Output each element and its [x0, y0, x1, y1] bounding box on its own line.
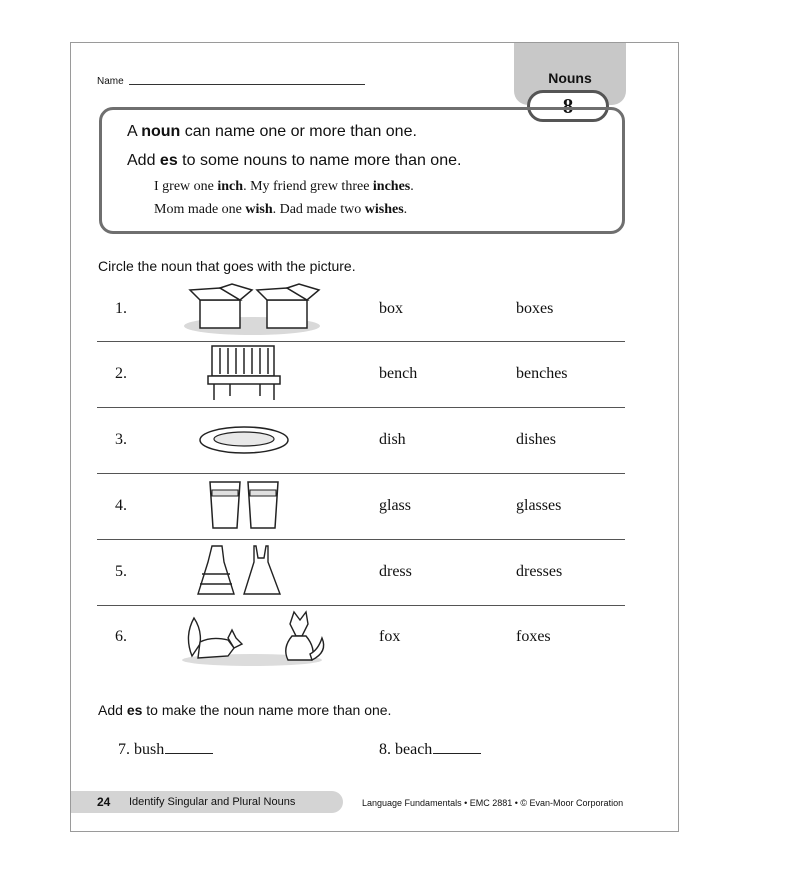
two-boxes-icon — [172, 278, 332, 336]
plural-choice[interactable]: boxes — [516, 300, 554, 317]
name-line — [129, 84, 365, 85]
question-7: 7. bush — [118, 739, 213, 759]
dish-icon — [172, 410, 332, 468]
plural-choice[interactable]: benches — [516, 365, 568, 382]
item-row — [97, 474, 625, 540]
singular-choice[interactable]: glass — [379, 497, 411, 514]
plural-choice[interactable]: foxes — [516, 628, 551, 645]
plural-choice[interactable]: dresses — [516, 563, 563, 580]
rule-line-1: A noun can name one or more than one. — [127, 123, 417, 140]
singular-choice[interactable]: dress — [379, 563, 412, 580]
singular-choice[interactable]: fox — [379, 628, 401, 645]
item-row — [97, 342, 625, 408]
publisher-credit: Language Fundamentals • EMC 2881 • © Evan-Moor Corporation — [362, 798, 624, 808]
example-2: Mom made one wish. Dad made two wishes. — [154, 202, 408, 217]
page-number: 24 — [97, 795, 111, 809]
skill-title: Identify Singular and Plural Nouns — [129, 796, 296, 808]
lesson-number: 8 — [527, 90, 609, 122]
plural-choice[interactable]: dishes — [516, 431, 556, 448]
answer-blank-7[interactable] — [165, 739, 213, 754]
item-number: 3. — [115, 431, 127, 448]
name-label: Name — [97, 76, 124, 87]
two-dresses-icon — [172, 542, 332, 600]
item-number: 2. — [115, 365, 127, 382]
singular-choice[interactable]: dish — [379, 431, 406, 448]
singular-choice[interactable]: box — [379, 300, 403, 317]
bench-icon — [172, 344, 332, 402]
item-row — [97, 540, 625, 606]
singular-choice[interactable]: bench — [379, 365, 418, 382]
two-glasses-icon — [172, 476, 332, 534]
item-number: 1. — [115, 300, 127, 317]
item-row — [97, 276, 625, 342]
plural-choice[interactable]: glasses — [516, 497, 562, 514]
rule-line-2: Add es to some nouns to name more than one. — [127, 152, 462, 169]
item-number: 6. — [115, 628, 127, 645]
item-number: 4. — [115, 497, 127, 514]
topic-title: Nouns — [548, 70, 592, 86]
item-number: 5. — [115, 563, 127, 580]
example-1: I grew one inch. My friend grew three inches. — [154, 179, 414, 194]
item-row — [97, 408, 625, 474]
worksheet-page — [70, 42, 679, 832]
two-foxes-icon — [172, 608, 332, 666]
part1-instruction: Circle the noun that goes with the picture. — [98, 258, 356, 274]
item-row — [97, 606, 625, 672]
question-8: 8. beach — [379, 739, 481, 759]
part2-instruction: Add es to make the noun name more than one. — [98, 702, 392, 718]
answer-blank-8[interactable] — [433, 739, 481, 754]
